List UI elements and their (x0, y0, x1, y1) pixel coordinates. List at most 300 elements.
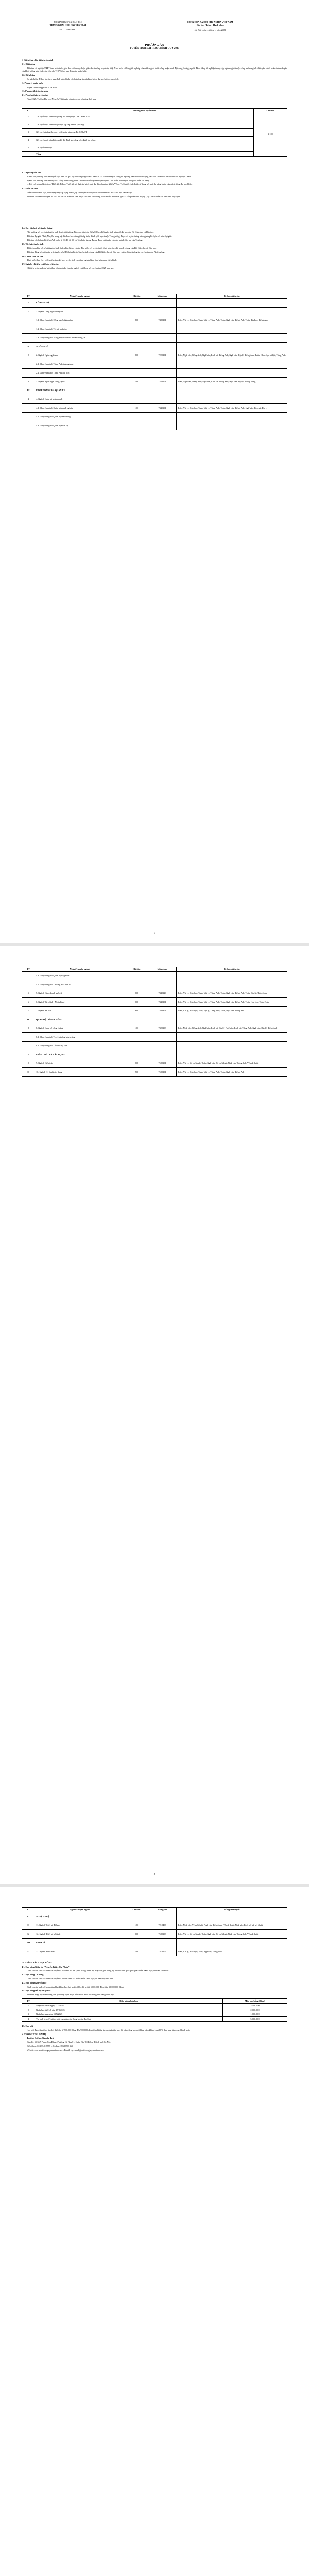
table-cell (22, 360, 35, 368)
table-cell: Toán, Vật lý, Hóa học; Toán, Vật lý, Tiếng Anh; Toán, Ngữ văn, Tiếng Anh; Toán, Hóa học, Tiếng Anh (177, 997, 287, 1006)
paragraph: Nhà trường xét tuyển thẳng thí sinh thuộc đối tượng được quy định tại Điều 8 Quy chế tuyển sinh trình độ đại học của Bộ Giáo dục và Đào tạo. (27, 230, 154, 233)
table-cell (177, 307, 287, 316)
table-cell: KINH TẾ (35, 1938, 125, 1947)
paragraph: Thí sinh có chứng chỉ tiếng Anh quốc tế IELTS từ 5.0 trở lên hoặc tương đương được xét tuyển vào các ngành đào tạo của Trường. (27, 239, 143, 242)
table-cell: V (22, 1050, 35, 1059)
table-header: Phương thức tuyển sinh (35, 109, 254, 113)
paragraph: Đủ sức khỏe để học tập theo quy định hiện hành; có đủ thông tin cá nhân, hồ sơ dự tuyển theo quy định. (27, 77, 119, 80)
table-cell (148, 386, 177, 395)
paragraph: Dành cho thí sinh có điểm xét tuyển từ 27 điểm trở lên (theo thang điểm 30) hoặc đạt giải trong kỳ thi học sinh giỏi quốc gia: miễn 100% học phí toàn khóa học. (27, 1969, 169, 1972)
table-cell: Toán, Vật lý, Hóa học; Toán, Vật lý, Tiếng Anh; Toán, Ngữ văn, Tiếng Anh (177, 1006, 287, 1015)
table-cell: 2.000.000 (223, 2008, 287, 2012)
table-cell (148, 298, 177, 307)
table-cell (177, 368, 287, 377)
section-heading: III. Phương thức tuyển sinh (22, 90, 48, 93)
table-cell (177, 360, 287, 368)
table-cell (125, 412, 148, 421)
table-cell: 8.2. Chuyên ngành Tổ chức sự kiện (35, 1041, 125, 1050)
major-row (22, 403, 287, 412)
paragraph: Điểm ưu tiên khu vực, đối tượng được áp dụng theo Quy chế tuyển sinh đại học hiện hành của Bộ Giáo dục và Đào tạo. (27, 191, 133, 194)
table-cell: KIẾN TRÚC VÀ XÂY DỰNG (35, 1050, 125, 1059)
major-row (22, 333, 287, 342)
table-cell: Toán, Ngữ văn, Vẽ mỹ thuật; Ngữ văn, Tiếng Anh, Vẽ mỹ thuật; Ngữ văn, Lịch sử, Vẽ mỹ thuật (177, 1921, 287, 1929)
table-cell: Xét tuyển thẳng theo quy chế tuyển sinh của Bộ GD&ĐT (35, 128, 254, 136)
table-cell: 7310109 (148, 1947, 177, 1956)
paragraph: c) Đối với ngành Kiến trúc, Thiết kế đồ họa, Thiết kế nội thất: thí sinh phải dự thi môn năng khiếu Vẽ do Trường tổ chức hoặc sử dụng kết quả thi năng khiếu của các trường đại học khác. (27, 183, 193, 186)
table-cell (125, 368, 148, 377)
table-cell (125, 298, 148, 307)
section-heading: IV. CHÍNH SÁCH HỌC BỔNG (22, 1961, 52, 1964)
table-cell: Xét tuyển kết hợp (35, 144, 254, 151)
document-number: Số: ....../TB-ĐHNT (59, 28, 77, 31)
page-2 (0, 946, 309, 1884)
section-heading: II. Phạm vi tuyển sinh (22, 81, 43, 84)
table-cell: 7340301 (148, 1006, 177, 1015)
table-cell (177, 1032, 287, 1041)
table-cell (177, 298, 287, 307)
country-name: CỘNG HÒA XÃ HỘI CHỦ NGHĨA VIỆT NAM (187, 21, 233, 23)
motto: Độc lập - Tự do - Hạnh phúc (196, 23, 224, 26)
table-cell: 4.4. Chuyên ngành Quản trị Logistics (35, 971, 125, 980)
table-cell (177, 412, 287, 421)
table-cell: 1.000.000 (223, 2012, 287, 2017)
table-cell: 4.3. Chuyên ngành Quản trị nhân sự (35, 421, 125, 430)
paragraph: Năm 2025, Trường Đại học Nguyễn Trãi tuyển sinh theo các phương thức sau: (27, 97, 97, 100)
table-cell (177, 395, 287, 403)
major-row (22, 360, 287, 368)
table-cell: 4.1. Chuyên ngành Quản trị doanh nghiệp (35, 403, 125, 412)
table-cell: 5. Ngành Kinh doanh quốc tế (35, 989, 125, 997)
table-header: Ngành/chuyên ngành (35, 294, 125, 299)
table-cell (22, 333, 35, 342)
table-cell: 80 (125, 316, 148, 325)
major-row (22, 377, 287, 386)
table-cell (148, 421, 177, 430)
address: Địa chỉ: Số 36A Phạm Văn Đồng, Phường Cổ Nhuế 1, Quận Bắc Từ Liêm, Thành phố Hà Nội. (27, 2041, 111, 2044)
table-cell (125, 1015, 148, 1024)
table-cell: 7. Ngành Kế toán (35, 1006, 125, 1015)
table-cell: 7340120 (148, 989, 177, 997)
major-row (22, 1024, 287, 1032)
paragraph: Học phí được tính theo tín chỉ, dự kiến từ 500.000 đồng đến 900.000 đồng/tín chỉ tùy theo ngành đào tạo. Lộ trình tăng học phí hằng năm không quá 10% theo quy định của Chính phủ. (27, 2028, 190, 2031)
table-cell: 7580201 (148, 1067, 177, 1076)
table-cell (148, 325, 177, 333)
table-cell (148, 1050, 177, 1059)
table-cell: 4. Ngành Quản trị kinh doanh (35, 395, 125, 403)
major-row (22, 1921, 287, 1929)
table-cell: 3 (22, 2012, 35, 2017)
table-cell: II (22, 342, 35, 351)
table-cell (125, 342, 148, 351)
university-name: TRƯỜNG ĐẠI HỌC NGUYỄN TRÃI (49, 23, 87, 26)
table-row (22, 144, 287, 151)
page-number: 2 (153, 1873, 156, 1876)
table-cell (177, 1041, 287, 1050)
table-cell: 2. Ngành Ngôn ngữ Anh (35, 351, 125, 360)
table-cell (177, 1050, 287, 1059)
table-cell (177, 386, 287, 395)
paragraph: Thí sinh nhập học sớm trong thời gian quy định được hỗ trợ các mức học bổng như bảng dưới đây. (27, 1993, 114, 1996)
major-row (22, 980, 287, 989)
table-cell: Toán, Vật lý, Hóa học; Toán, Vật lý, Tiếng Anh; Toán, Ngữ văn, Tiếng Anh; Toán, Tin học, Tiếng Anh (177, 316, 287, 325)
doc-subtitle: TUYỂN SINH ĐẠI HỌC CHÍNH QUY 2025 (130, 47, 179, 50)
subsection-heading: 3.2. Ngưỡng đầu vào (22, 171, 41, 174)
paragraph: Thí sinh tốt nghiệp THPT theo hình thức giáo dục chính quy hoặc giáo dục thường xuyên tại Việt Nam hoặc có bằng tốt nghiệp của nước ngoài được công nhận trình độ tương đương; người đã có bằng tốt nghiệp trung cấp ngành nghề thuộc cùng nhóm ngành dự tuyển và đã hoàn thành đủ yêu cầu khối lượng kiến thức văn hóa cấp THPT theo quy định của pháp luật. (22, 66, 287, 73)
table-cell: 2 (22, 2008, 35, 2012)
table-cell: 12. Ngành Thiết kế nội thất (35, 1929, 125, 1938)
table-cell: Nhập học trước ngày 31/7/2025 (35, 2003, 223, 2008)
major-row (22, 395, 287, 403)
table-cell (148, 360, 177, 368)
major-row (22, 1067, 287, 1076)
table-cell: 7580101 (148, 1059, 177, 1067)
table-cell: NGHỆ THUẬT (35, 1912, 125, 1921)
table-cell (148, 412, 177, 421)
table-cell: 7210403 (148, 1921, 177, 1929)
table-row (22, 128, 287, 136)
doc-title: PHƯƠNG ÁN (145, 44, 164, 47)
major-group-row (22, 1912, 287, 1921)
table-cell: 1. Ngành Công nghệ thông tin (35, 307, 125, 316)
table-cell: 6 (22, 997, 35, 1006)
table-cell: 120 (125, 1921, 148, 1929)
table-cell: Toán, Ngữ văn, Tiếng Anh; Ngữ văn, Lịch sử, Tiếng Anh; Ngữ văn, Địa lý, Tiếng Anh; Toán, Khoa học xã hội, Tiếng Anh (177, 351, 287, 360)
table-cell: 50 (125, 1067, 148, 1076)
major-row (22, 1929, 287, 1938)
total-quota: 1.100 (254, 113, 287, 156)
table-cell: Toán, Ngữ văn, Tiếng Anh; Ngữ văn, Lịch sử, Tiếng Anh; Ngữ văn, Địa lý, Tiếng Trung (177, 377, 287, 386)
table-cell: VII (22, 1938, 35, 1947)
table-cell: 10 (22, 1067, 35, 1076)
table-header: TT (22, 967, 35, 972)
table-cell: 2 (22, 351, 35, 360)
subsection-heading: 3.1. Phương thức tuyển sinh (22, 94, 48, 97)
table-header: Mã ngành (148, 967, 177, 972)
table-cell (177, 1015, 287, 1024)
table-header: Chỉ tiêu (125, 967, 148, 972)
table-header: Chỉ tiêu (125, 1908, 148, 1912)
table-cell: 60 (125, 989, 148, 997)
table-cell (177, 1938, 287, 1947)
table-header: Mã ngành (148, 294, 177, 299)
table-cell (22, 421, 35, 430)
table-cell: NGÔN NGỮ (35, 342, 125, 351)
table-cell (148, 1912, 177, 1921)
table-cell: 7340101 (148, 403, 177, 412)
table-cell: 7580108 (148, 1929, 177, 1938)
table-cell: Nhập học sau ngày 15/8/2025 (35, 2012, 223, 2017)
table-cell (125, 360, 148, 368)
major-row (22, 412, 287, 421)
subsection-heading: 3.4. Quy định về xét tuyển thẳng (22, 227, 53, 229)
website: Website: www.daihocnguyentrai.edu.vn – Email: tuyensinh@daihocnguyentrai.edu.vn (27, 2048, 104, 2052)
table-header: Chỉ tiêu (254, 109, 287, 113)
table-cell (22, 316, 35, 325)
table-cell: 6. Ngành Tài chính - Ngân hàng (35, 997, 125, 1006)
table-cell: Xét tuyển dựa trên kết quả kỳ thi tốt nghiệp THPT năm 2025 (35, 113, 254, 121)
table-row (22, 121, 287, 128)
table-cell: Toán, Vật lý, Hóa học; Toán, Ngữ văn, Tiếng Anh (177, 1947, 287, 1956)
table-cell (22, 403, 35, 412)
paragraph: Thời gian nhận hồ sơ xét tuyển, hình thức nhận hồ sơ và các điều kiện xét tuyển được thực hiện theo kế hoạch chung của Bộ Giáo dục và Đào tạo. (27, 246, 157, 249)
table-header: Mức học bổng (đồng) (223, 1998, 287, 2003)
major-group-row (22, 1938, 287, 1947)
table-cell (125, 395, 148, 403)
table-cell: 12 (22, 1929, 35, 1938)
table-cell: 11 (22, 1921, 35, 1929)
table-cell (22, 368, 35, 377)
table-cell: 8 (22, 1024, 35, 1032)
table-cell: QUAN HỆ CÔNG CHÚNG (35, 1015, 125, 1024)
table-cell (125, 386, 148, 395)
table-header: Chỉ tiêu (125, 294, 148, 299)
table-cell: 3. Ngành Ngôn ngữ Trung Quốc (35, 377, 125, 386)
total-label: Tổng (35, 151, 254, 156)
major-group-row (22, 298, 287, 307)
table-row (22, 151, 287, 156)
table-cell: 50 (125, 377, 148, 386)
table-cell (125, 333, 148, 342)
table-cell: 9 (22, 1059, 35, 1067)
table-cell: 2.2. Chuyên ngành Tiếng Anh du lịch (35, 368, 125, 377)
table-cell: Toán, Vật lý, Hóa học; Toán, Vật lý, Tiếng Anh; Toán, Ngữ văn, Tiếng Anh; Toán, Địa lý, Tiếng Anh (177, 989, 287, 997)
table-cell (177, 1912, 287, 1921)
table-cell (125, 980, 148, 989)
phone: Điện thoại: 024 3748 7777 – Hotline: 0962 898 365 (27, 2044, 73, 2047)
table-header: Tổ hợp xét tuyển (177, 967, 287, 972)
paragraph: a) Đối với phương thức xét tuyển dựa trên kết quả kỳ thi tốt nghiệp THPT năm 2025: Nhà trường sẽ công bố ngưỡng đảm bảo chất lượng đầu vào sau khi có kết quả thi tốt nghiệp THPT. (27, 175, 192, 178)
section-heading: I. Đối tượng, điều kiện tuyển sinh (22, 59, 54, 61)
table-cell: Toán, Vật lý, Hóa học; Toán, Vật lý, Tiếng Anh; Toán, Ngữ văn, Tiếng Anh; Ngữ văn, Lịch sử, Địa lý (177, 403, 287, 412)
table-cell (22, 325, 35, 333)
table-cell: 4 (22, 2017, 35, 2022)
table-cell: 3 (22, 377, 35, 386)
section-3 (22, 171, 287, 199)
table-cell: 80 (125, 351, 148, 360)
table-cell: 100 (125, 1024, 148, 1032)
scholarship-section (22, 1961, 287, 1996)
major-row (22, 316, 287, 325)
table-cell (148, 971, 177, 980)
table-cell: CÔNG NGHỆ (35, 298, 125, 307)
paragraph: Thí sinh có điểm xét tuyển từ 22,5 trở lên thì điểm ưu tiên được xác định theo công thức: Điểm ưu tiên = [(30 − Tổng điểm đạt được)/7,5] × Mức điểm ưu tiên theo quy định. (27, 195, 181, 198)
table-cell: 100 (125, 403, 148, 412)
page-1 (0, 0, 309, 943)
table-cell (148, 1938, 177, 1947)
majors-table-part-2 (22, 967, 287, 1077)
table-row (22, 2003, 287, 2008)
subsection-heading: 4.1. Học bổng Nhân tài “Nguyễn Trãi – Chí Nhân” (22, 1965, 70, 1968)
table-cell (177, 971, 287, 980)
table-cell: I (22, 298, 35, 307)
major-row (22, 1947, 287, 1956)
table-cell: 13 (22, 1947, 35, 1956)
table-cell (125, 1938, 148, 1947)
table-cell: 1.2. Chuyên ngành Trí tuệ nhân tạo (35, 325, 125, 333)
table-cell (148, 307, 177, 316)
major-row (22, 307, 287, 316)
table-cell: 7340201 (148, 997, 177, 1006)
table-cell: 2.1. Chuyên ngành Tiếng Anh thương mại (35, 360, 125, 368)
paragraph: Dành cho thí sinh có hoàn cảnh khó khăn, học lực khá trở lên: hỗ trợ từ 5.000.000 đồng đến 10.000.000 đồng. (27, 1985, 125, 1988)
table-header: TT (22, 109, 35, 113)
tuition-contact-section (22, 2025, 287, 2052)
table-cell (148, 980, 177, 989)
major-row (22, 997, 287, 1006)
paragraph: Chỉ tiêu tuyển sinh dự kiến theo từng ngành, chuyên ngành và tổ hợp xét tuyển năm 2025 như sau: (27, 266, 114, 269)
table-cell: Toán, Vật lý, Vẽ mỹ thuật; Toán, Ngữ văn, Vẽ mỹ thuật; Ngữ văn, Tiếng Anh, Vẽ mỹ thuật (177, 1059, 287, 1067)
table-cell: 50 (125, 1947, 148, 1956)
table-cell: Toán, Ngữ văn, Tiếng Anh; Ngữ văn, Lịch sử, Địa lý; Ngữ văn, Lịch sử, Tiếng Anh; Ngữ văn, Địa lý, Tiếng Anh (177, 1024, 287, 1032)
scholarship-table (22, 1998, 287, 2022)
table-cell: 7 (22, 1006, 35, 1015)
table-cell: 1.1. Chuyên ngành Công nghệ phần mềm (35, 316, 125, 325)
ministry-name: BỘ GIÁO DỤC VÀ ĐÀO TẠO (54, 21, 82, 23)
table-cell: 1 (22, 307, 35, 316)
table-cell: 7480201 (148, 316, 177, 325)
paragraph: Thí sinh đạt giải Nhất, Nhì, Ba trong kỳ thi chọn học sinh giỏi cấp tỉnh, thành phố trực thuộc Trung ương được xét tuyển thẳng vào ngành phù hợp với môn đạt giải. (27, 234, 173, 238)
table-cell (125, 1041, 148, 1050)
major-group-row (22, 342, 287, 351)
table-header: Mã ngành (148, 1908, 177, 1912)
table-cell: 9. Ngành Kiến trúc (35, 1059, 125, 1067)
table-cell: III (22, 386, 35, 395)
major-group-row (22, 1015, 287, 1024)
subsection-heading: 4.2. Học bổng Tài năng (22, 1973, 44, 1976)
table-cell (148, 1015, 177, 1024)
table-cell (22, 1032, 35, 1041)
major-row (22, 1041, 287, 1050)
table-cell (125, 1912, 148, 1921)
table-cell: 2 (22, 121, 35, 128)
majors-table-part-3 (22, 1907, 287, 1956)
table-cell: 4 (22, 136, 35, 144)
table-cell (22, 971, 35, 980)
table-row (22, 2008, 287, 2012)
page-3 (0, 1887, 309, 2576)
major-row (22, 325, 287, 333)
table-cell: 10. Ngành Kỹ thuật xây dựng (35, 1067, 125, 1076)
table-cell: 8. Ngành Quan hệ công chúng (35, 1024, 125, 1032)
paragraph: Thực hiện theo Quy chế tuyển sinh đại học, tuyển sinh cao đẳng ngành Giáo dục Mầm non hiện hành. (27, 259, 117, 262)
issuer-block (22, 21, 114, 31)
table-cell (125, 1032, 148, 1041)
subsection-heading: 4.3. Học bổng Khuyến học (22, 1981, 47, 1984)
subsection-heading: 3.5. Tổ chức tuyển sinh (22, 243, 44, 246)
table-header: Ngành/chuyên ngành (35, 1908, 125, 1912)
table-cell: 3.000.000 (223, 2003, 287, 2008)
subsection-heading: 1.1. Đối tượng (22, 62, 35, 65)
subsection-heading: 3.6. Chính sách ưu tiên (22, 255, 44, 258)
table-cell (125, 325, 148, 333)
major-row (22, 989, 287, 997)
table-cell: 1 (22, 113, 35, 121)
table-header: Tổ hợp xét tuyển (177, 1908, 287, 1912)
table-cell: 11. Ngành Thiết kế đồ họa (35, 1921, 125, 1929)
table-cell (148, 1041, 177, 1050)
table-cell: 4.5. Chuyên ngành Thương mại điện tử (35, 980, 125, 989)
table-cell (22, 412, 35, 421)
paragraph: Thí sinh đăng ký xét tuyển trực tuyến trên Hệ thống hỗ trợ tuyển sinh chung của Bộ Giáo dục và Đào tạo và trên Cổng thông tin tuyển sinh của Nhà trường. (27, 250, 165, 253)
table-header: Ngành/chuyên ngành (35, 967, 125, 972)
table-cell: 60 (125, 1059, 148, 1067)
table-cell: 3 (22, 128, 35, 136)
table-cell (177, 333, 287, 342)
table-header: TT (22, 1908, 35, 1912)
table-cell: 13. Ngành Kinh tế số (35, 1947, 125, 1956)
subsection-heading: 1.2. Điều kiện (22, 74, 35, 77)
table-cell (148, 333, 177, 342)
table-cell (148, 1032, 177, 1041)
table-cell: 5 (22, 989, 35, 997)
table-row (22, 2017, 287, 2022)
table-cell: 1.3. Chuyên ngành Mạng máy tính và An toàn thông tin (35, 333, 125, 342)
admission-methods-table (22, 108, 287, 157)
major-row (22, 1059, 287, 1067)
major-row (22, 421, 287, 430)
paragraph: Dành cho thí sinh có điểm xét tuyển từ 24 đến dưới 27 điểm: miễn 50% học phí năm học thứ nhất. (27, 1977, 114, 1980)
paragraph: Trường Đại học Nguyễn Trãi (27, 2037, 54, 2040)
paragraph: Tuyển sinh trong phạm vi cả nước. (27, 86, 58, 89)
subsection-heading: 4.5. Học phí (22, 2024, 33, 2027)
paragraph: b) Đối với phương thức xét học bạ: Tổng điểm trung bình 3 môn theo tổ hợp xét tuyển đạt từ 18,0 điểm trở lên (đã bao gồm điểm ưu tiên). (27, 179, 149, 182)
table-cell: IV (22, 1015, 35, 1024)
table-cell: 60 (125, 1006, 148, 1015)
table-cell (148, 395, 177, 403)
table-cell (177, 342, 287, 351)
table-cell: 5.000.000 (223, 2017, 287, 2022)
table-cell: Toán, Vật lý, Hóa học; Toán, Vật lý, Tiếng Anh; Toán, Ngữ văn, Tiếng Anh (177, 1067, 287, 1076)
major-row (22, 1032, 287, 1041)
major-row (22, 368, 287, 377)
table-cell: 7220204 (148, 377, 177, 386)
table-cell: 5 (22, 144, 35, 151)
major-row (22, 971, 287, 980)
major-row (22, 1006, 287, 1015)
table-cell: Toán, Vật lý, Vẽ mỹ thuật; Toán, Ngữ văn, Vẽ mỹ thuật; Ngữ văn, Tiếng Anh, Vẽ mỹ thuật (177, 1929, 287, 1938)
table-header: TT (22, 1998, 35, 2003)
section-4 (22, 227, 287, 271)
table-cell: 4 (22, 395, 35, 403)
table-cell (22, 1041, 35, 1050)
table-cell (177, 325, 287, 333)
table-cell: Xét tuyển dựa trên kết quả học tập cấp THPT (học bạ) (35, 121, 254, 128)
table-cell: 1 (22, 2003, 35, 2008)
table-cell: 8.1. Chuyên ngành Truyền thông Marketing (35, 1032, 125, 1041)
section-1 (22, 59, 287, 102)
table-row (22, 2012, 287, 2017)
subsection-heading: 3.3. Điểm ưu tiên (22, 187, 38, 190)
table-header: TT (22, 294, 35, 299)
table-header: Điều kiện nhập học (35, 1998, 223, 2003)
table-cell: Nhập học từ 01/8 đến 15/8/2025 (35, 2008, 223, 2012)
table-cell: Xét tuyển dựa trên kết quả kỳ thi đánh giá năng lực, đánh giá tư duy (35, 136, 254, 144)
table-cell (125, 421, 148, 430)
table-cell (125, 1050, 148, 1059)
table-cell (22, 980, 35, 989)
table-cell: KINH DOANH VÀ QUẢN LÝ (35, 386, 125, 395)
table-cell: VI (22, 1912, 35, 1921)
table-cell (177, 421, 287, 430)
table-cell: 7320108 (148, 1024, 177, 1032)
table-cell: 60 (125, 1929, 148, 1938)
subsection-heading: 3.7. Ngành, chỉ tiêu và tổ hợp xét tuyển (22, 263, 59, 266)
page-number: 1 (153, 933, 156, 935)
document-date: Hà Nội, ngày ... tháng ... năm 2025 (194, 28, 226, 31)
table-cell (125, 307, 148, 316)
subsection-heading: 4.4. Học bổng Hỗ trợ nhập học (22, 1989, 51, 1992)
major-group-row (22, 386, 287, 395)
